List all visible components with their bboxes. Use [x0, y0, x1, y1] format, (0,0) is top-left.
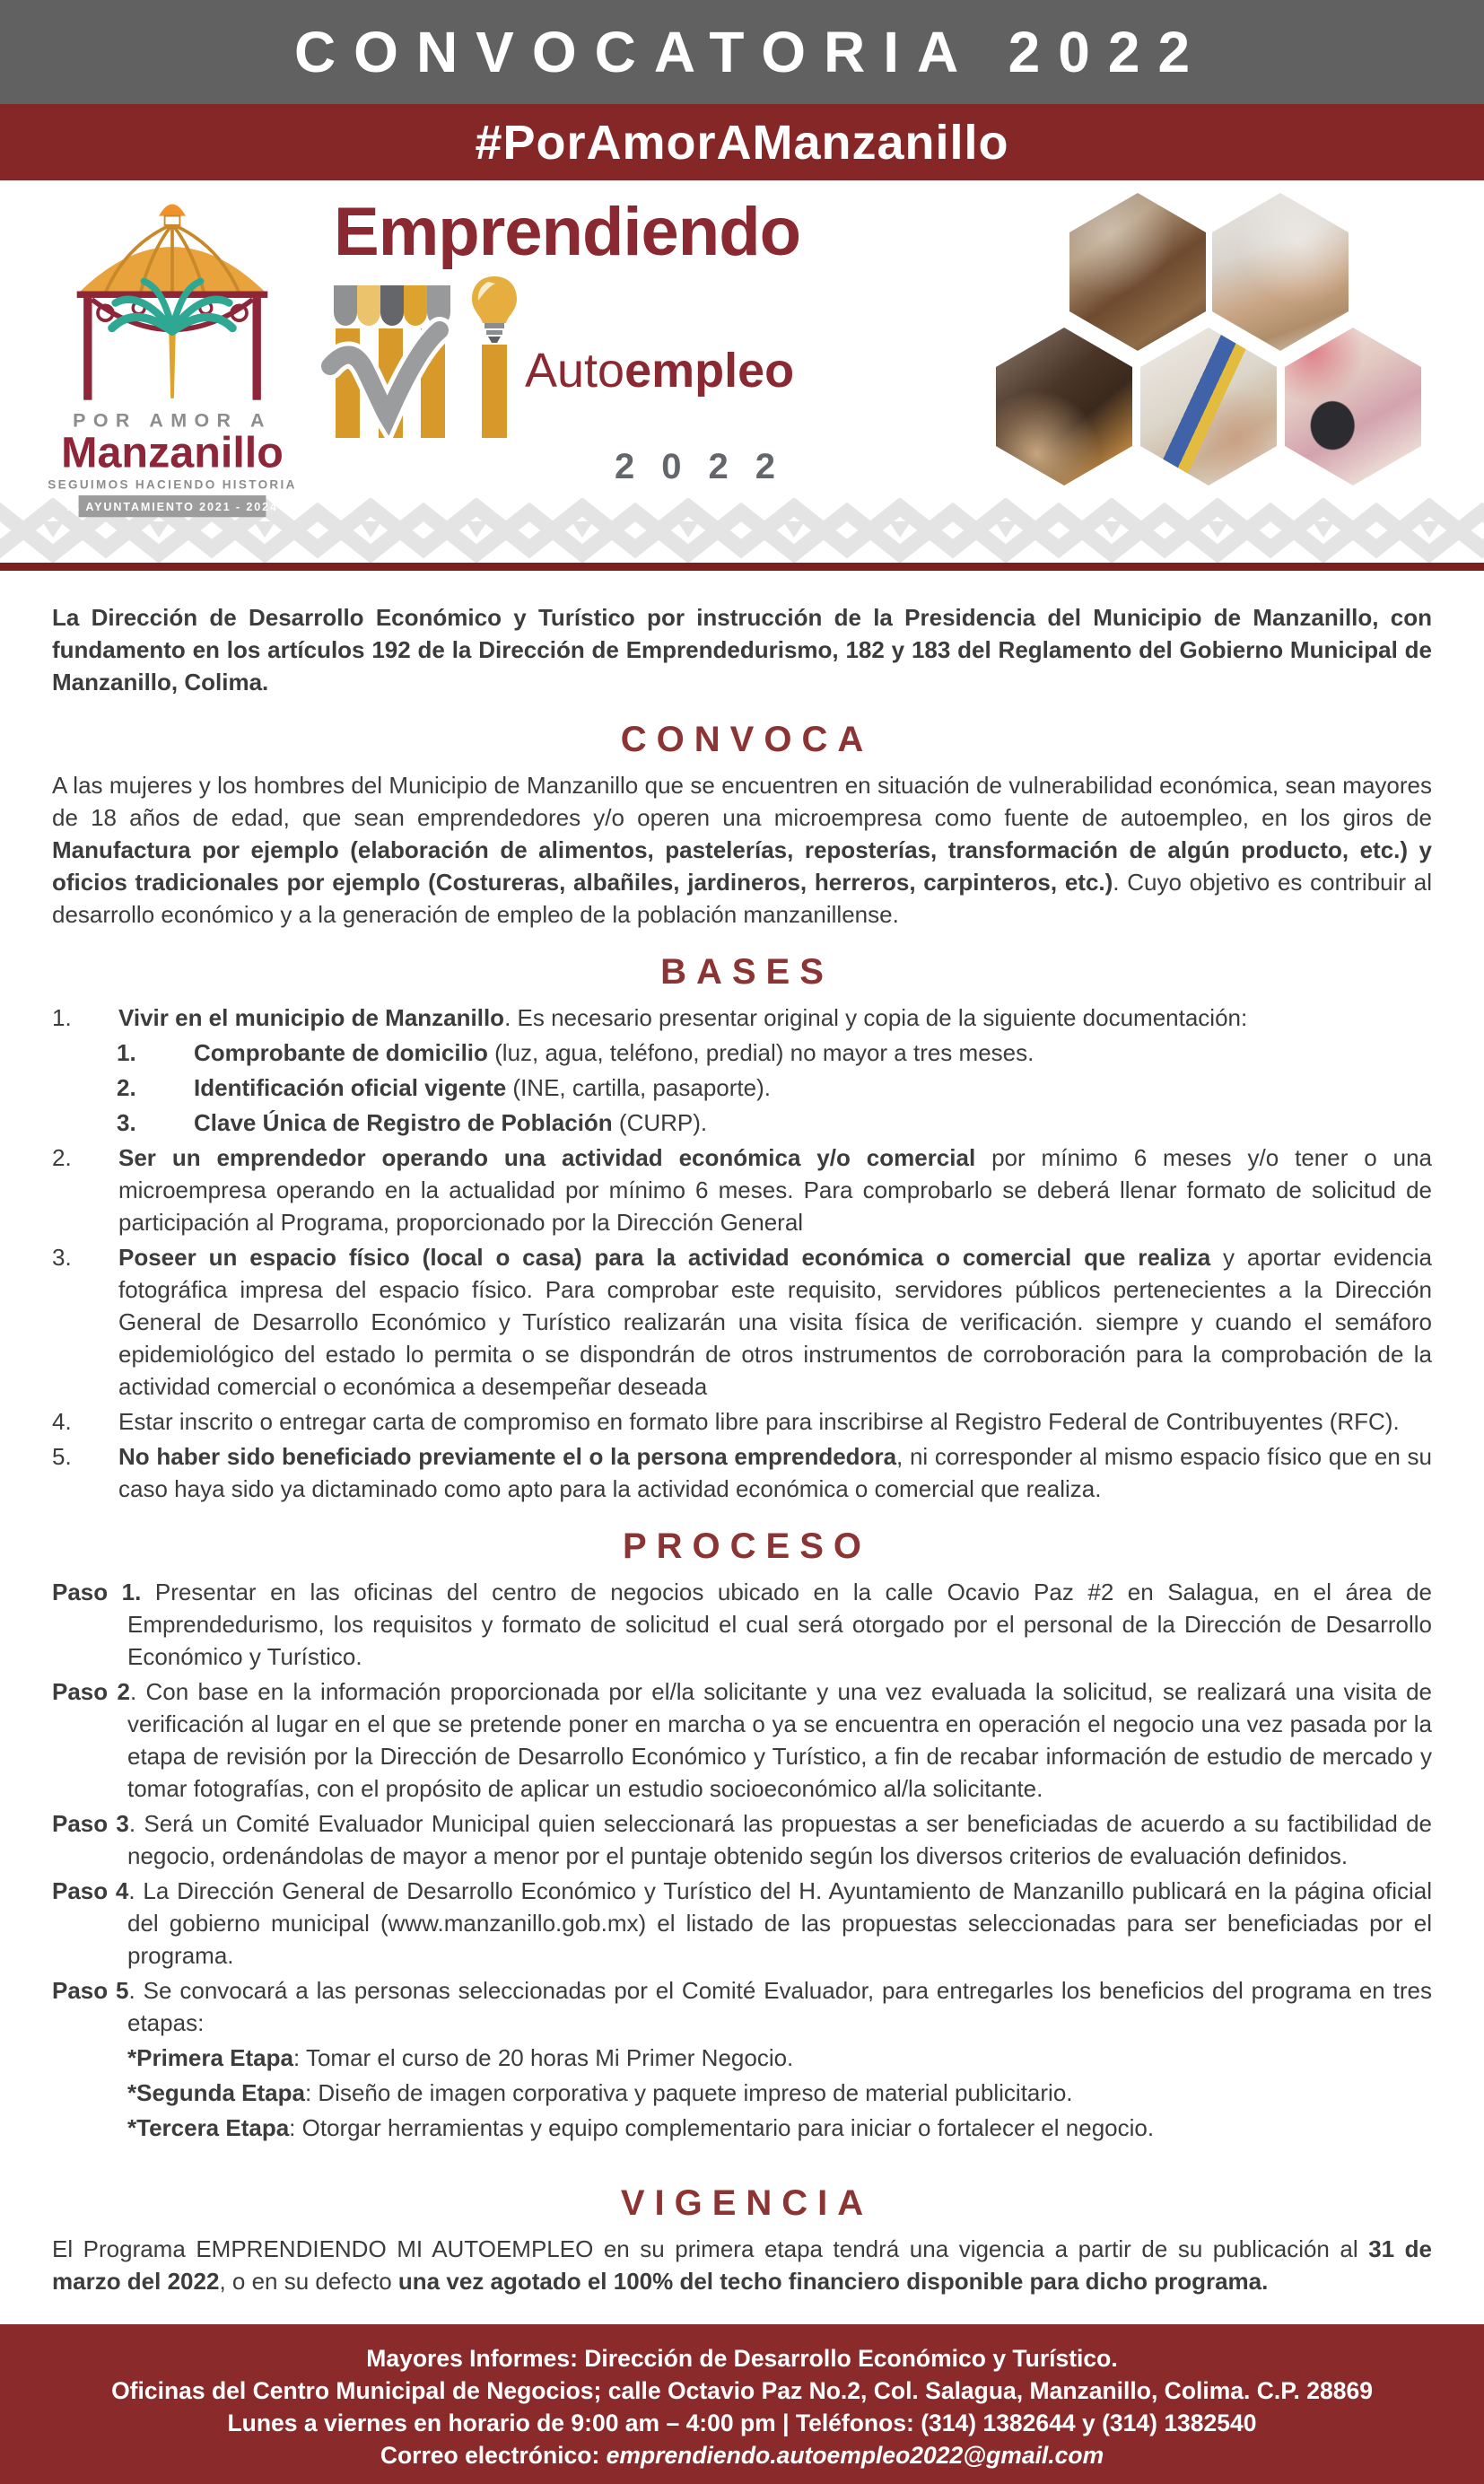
hashtag-bar	[0, 104, 1484, 180]
program-title-line2	[525, 343, 794, 398]
program-title	[334, 193, 802, 487]
brand-header	[0, 180, 1484, 513]
proceso-paso-3: Paso 3. Será un Comité Evaluador Municipal quien seleccionará las propuestas a ser beneficiadas de acuerdo a su factibilidad de negocio, ordenándolas de mayor a menor por el puntaje obtenido según los diversos criterios de evaluación definidos.	[52, 1810, 1432, 1869]
item-number: 3.	[117, 1109, 136, 1136]
banner-convocatoria	[0, 0, 1484, 104]
contact-footer	[0, 2324, 1484, 2484]
proceso-etapa-3: *Tercera Etapa: Otorgar herramientas y equipo complementario para iniciar o fortalecer el negocio.	[127, 2114, 1155, 2141]
item-number: 4.	[52, 1408, 72, 1435]
mi-store-checkmark-bulb-icon	[334, 275, 518, 445]
proceso-etapa-1: *Primera Etapa: Tomar el curso de 20 horas Mi Primer Negocio.	[127, 2044, 794, 2071]
red-divider	[0, 563, 1484, 571]
bases-item-4: 4. Estar inscrito o entregar carta de compromiso en formato libre para inscribirse al Registro Federal de Contribuyentes (RFC).	[52, 1405, 1432, 1438]
item-number: 5.	[52, 1443, 72, 1470]
photo-hex-leathercraft	[996, 328, 1132, 485]
proceso-paso-4: Paso 4. La Dirección General de Desarrollo Económico y Turístico del H. Ayuntamiento de Manzanillo publicará en la página oficial del gobierno municipal (www.manzanillo.gob.mx) el listado de las propuestas seleccionadas para ser beneficiadas por el programa.	[52, 1877, 1432, 1969]
banner-title: CONVOCATORIA 2022	[293, 20, 1209, 84]
bases-subitem-3: 3. Clave Única de Registro de Población (CURP).	[117, 1106, 1432, 1139]
craft-photo-collage	[965, 193, 1472, 489]
section-heading-convoca: CONVOCA	[620, 720, 874, 759]
section-heading-vigencia: VIGENCIA	[620, 2183, 874, 2223]
item-number: 1.	[117, 1039, 136, 1066]
logo-line-manzanillo: Manzanillo	[61, 428, 284, 477]
section-heading-bases: BASES	[660, 952, 834, 992]
convoca-run-3: . Cuyo objetivo es contribuir al desarrollo económico y a la generación de empleo de la población manzanillense.	[52, 869, 1432, 928]
convoca-paragraph	[52, 769, 1432, 931]
photo-hex-woodworking	[1069, 193, 1206, 351]
item-number: 1.	[52, 1004, 72, 1031]
proceso-paso-5: Paso 5. Se convocará a las personas seleccionadas por el Comité Evaluador, para entregarles los beneficios del programa en tres etapas:	[52, 1977, 1432, 2036]
footer-line-email: Correo electrónico: emprendiendo.autoempleo2022@gmail.com	[380, 2442, 1104, 2469]
logo-line-por-amor-a: POR AMOR A	[73, 409, 272, 432]
bases-item-3: 3. Poseer un espacio físico (local o casa) para la actividad económica o comercial que realiza y aportar evidencia fotográfica impresa del espacio físico. Para comprobar este requisito, servidores públicos pertenecientes a la Dirección General de Desarrollo Económico y Turístico realizarán una visita física de verificación. siempre y cuando el semáforo epidemiológico del estado lo permita o se dispondrán de otros instrumentos de corroboración para la comprobación de la actividad comercial o económica a desempeñar deseada	[52, 1241, 1432, 1403]
bases-subitem-2: 2. Identificación oficial vigente (INE, cartilla, pasaporte).	[117, 1071, 1432, 1104]
hashtag-text: #PorAmorAManzanillo	[475, 115, 1009, 170]
vigencia-paragraph: El Programa EMPRENDIENDO MI AUTOEMPLEO en su primera etapa tendrá una vigencia a partir de su publicación al 31 de marzo del 2022, o en su defecto una vez agotado el 100% del techo financiero disponible para dicho programa.	[52, 2235, 1432, 2295]
email-address: emprendiendo.autoempleo2022@gmail.com	[606, 2442, 1104, 2469]
footer-line-informes: Mayores Informes: Dirección de Desarrollo Económico y Turístico.	[366, 2345, 1118, 2372]
palm-tree-icon	[169, 333, 175, 398]
convoca-run-2: Manufactura por ejemplo (elaboración de alimentos, pastelerías, reposterías, transformación de algún producto, etc.) y oficios tradicionales por ejemplo (Costureras, albañiles, jardineros, herreros, carpinteros, etc.)	[52, 836, 1432, 896]
item-number: 3.	[52, 1244, 72, 1271]
footer-line-address: Oficinas del Centro Municipal de Negocios; calle Octavio Paz No.2, Col. Salagua, Manzanillo, Colima. C.P. 28869	[111, 2377, 1373, 2404]
poster-body	[0, 571, 1484, 2324]
bases-subitem-1: 1. Comprobante de domicilio (luz, agua, teléfono, predial) no mayor a tres meses.	[117, 1036, 1432, 1069]
footer-line-hours-phones: Lunes a viernes en horario de 9:00 am – 4:00 pm | Teléfonos: (314) 1382644 y (314) 1382540	[227, 2410, 1257, 2436]
bases-item-2: 2. Ser un emprendedor operando una actividad económica y/o comercial por mínimo 6 meses y/o tener o una microempresa operando en la actualidad por mínimo 6 meses. Para comprobarlo se deberá llenar formato de solicitud de participación al Programa, proporcionado por la Dirección General	[52, 1141, 1432, 1238]
bases-item-5: 5. No haber sido beneficiado previamente el o la persona emprendedora, ni corresponder al mismo espacio físico que en su caso haya sido ya dictaminado como apto para la actividad económica o comercial que realiza.	[52, 1440, 1432, 1505]
legal-intro: La Dirección de Desarrollo Económico y Turístico por instrucción de la Presidencia del Municipio de Manzanillo, con fundamento en los artículos 192 de la Dirección de Emprendedurismo, 182 y 183 del Reglamento del Gobierno Municipal de Manzanillo, Colima.	[52, 604, 1432, 695]
title-empleo: empleo	[624, 344, 795, 398]
logo-line-slogan: SEGUIMOS HACIENDO HISTORIA	[48, 477, 297, 492]
lightbulb-icon	[472, 276, 517, 438]
item-number: 2.	[52, 1144, 72, 1171]
photo-hex-baking-crafts	[1285, 328, 1421, 485]
title-auto: Auto	[525, 344, 625, 398]
proceso-paso-2: Paso 2. Con base en la información proporcionada por el/la solicitante y una vez evaluada la solicitud, se realizará una visita de verificación al lugar en el que se pretende poner en marcha o ya se encuentra en operación el negocio una vez pasada por la etapa de revisión por la Dirección de Desarrollo Económico y Turístico, a fin de recabar información de estudio de mercado y tomar fotografías, con el propósito de aplicar un estudio socioeconómico al/la solicitante.	[52, 1678, 1432, 1802]
bases-item-1: 1. Vivir en el municipio de Manzanillo. Es necesario presentar original y copia de la siguiente documentación:	[52, 1001, 1432, 1034]
photo-hex-hammer-carpentry	[1140, 328, 1277, 485]
manzanillo-city-logo	[47, 186, 298, 520]
logo-line-ayuntamiento: H. AYUNTAMIENTO 2021 - 2024	[66, 500, 278, 513]
program-title-line1: Emprendiendo	[334, 194, 801, 270]
photo-hex-sewing-machine	[1212, 193, 1349, 351]
section-heading-proceso: PROCESO	[622, 1526, 872, 1566]
proceso-etapa-2: *Segunda Etapa: Diseño de imagen corporativa y paquete impreso de material publicitario.	[127, 2079, 1073, 2106]
convoca-run-1: A las mujeres y los hombres del Municipio de Manzanillo que se encuentren en situación de vulnerabilidad económica, sean mayores de 18 años de edad, que sean emprendedores y/o operen una microempresa como fuente de autoempleo, en los giros de	[52, 772, 1432, 831]
proceso-paso-1: Paso 1. Presentar en las oficinas del centro de negocios ubicado en la calle Ocavio Paz #2 en Salagua, en el área de Emprendedurismo, los requisitos y formato de solicitud el cual será otorgado por el personal de la Dirección de Desarrollo Económico y Turístico.	[52, 1579, 1432, 1670]
program-year: 2022	[615, 447, 802, 486]
item-number: 2.	[117, 1074, 136, 1101]
